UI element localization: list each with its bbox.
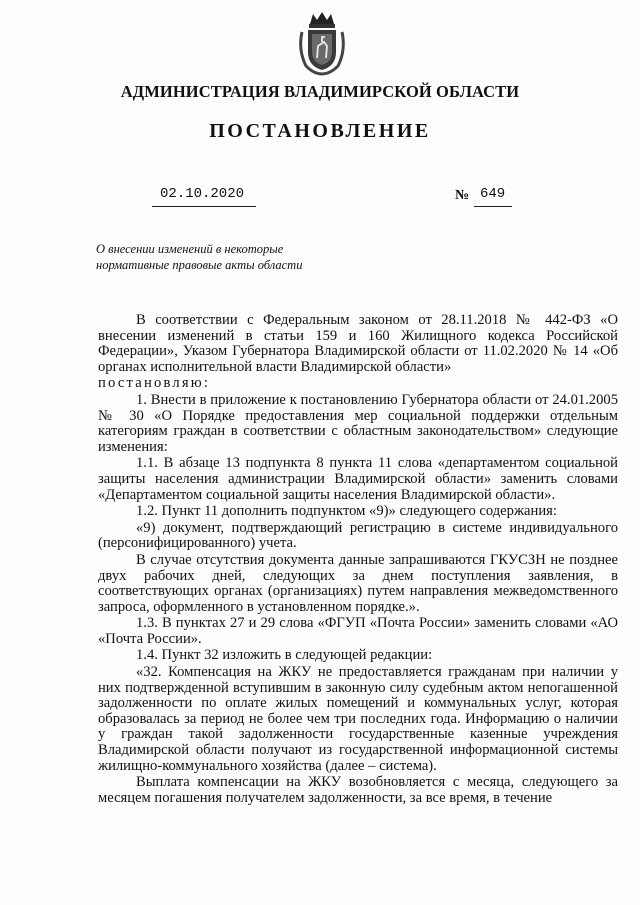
paragraph-item-1-3: 1.3. В пунктах 27 и 29 слова «ФГУП «Почта России» заменить словами «АО «Почта России». <box>98 615 618 647</box>
date-underline <box>152 206 256 207</box>
document-type: ПОСТАНОВЛЕНИЕ <box>209 120 431 142</box>
document-number: 649 <box>480 186 506 202</box>
subject-line-2: нормативные правовые акты области <box>96 258 303 272</box>
document-body <box>98 313 618 807</box>
paragraph-item-32: «32. Компенсация на ЖКУ не предоставляется гражданам при наличии у них подтвержденной вступившим в законную силу судебным актом непогашенной задолженности по оплате жилых помещений и коммунальных услуг, которая образовалась за период не более чем три последних года. Информацию о наличии у граждан такой задолженности государственные казенные учреждения Владимирской области получают из государственной информационной системы жилищно-коммунального хозяйства (далее – система). <box>98 664 618 774</box>
paragraph-item-1-1: 1.1. В абзаце 13 подпункта 8 пункта 11 слова «департаментом социальной защиты населения администрации Владимирской области» заменить словами «Департаментом социальной защиты населения Владимирской области». <box>98 455 618 503</box>
paragraph-item-1-2: 1.2. Пункт 11 дополнить подпунктом «9)» следующего содержания: <box>136 503 557 520</box>
paragraph-item-1: 1. Внести в приложение к постановлению Губернатора области от 24.01.2005 № 30 «О Порядке предоставления мер социальной поддержки отдельным категориям граждан в соответствии с областным законодательством» следующие изменения: <box>98 391 618 455</box>
number-label: № <box>455 188 470 203</box>
paragraph-subitem-9: «9) документ, подтверждающий регистрацию в системе индивидуального (персонифицированного) учета. <box>98 519 618 552</box>
paragraph-payment-resume: Выплата компенсации на ЖКУ возобновляется с месяца, следующего за месяцем погашения получателем задолженности, за все время, в течение <box>98 774 618 806</box>
organization-name: АДМИНИСТРАЦИЯ ВЛАДИМИРСКОЙ ОБЛАСТИ <box>120 82 520 101</box>
subject-line-1: О внесении изменений в некоторые <box>96 242 284 256</box>
paragraph-absence-case: В случае отсутствия документа данные запрашиваются ГКУСЗН не позднее двух рабочих дней, следующих за днем поступления заявления, в соответствующих органах (организациях) путем направления межведомственного запроса, оформленного в установленном порядке.». <box>98 551 618 615</box>
document-date: 02.10.2020 <box>160 186 245 202</box>
number-underline <box>474 206 512 207</box>
document-subject <box>96 241 302 273</box>
paragraph-item-1-4: 1.4. Пункт 32 изложить в следующей редакции: <box>136 647 433 664</box>
paragraph-preamble: В соответствии с Федеральным законом от 28.11.2018 № 442-ФЗ «О внесении изменений в статьи 159 и 160 Жилищного кодекса Российской Федерации», Указом Губернатора Владимирской области от 11.02.2020 № 14 «Об органах исполнительной власти Владимирской области» <box>98 312 618 375</box>
paragraph-resolve: постановляю: <box>98 375 211 392</box>
coat-of-arms-icon <box>296 10 348 76</box>
